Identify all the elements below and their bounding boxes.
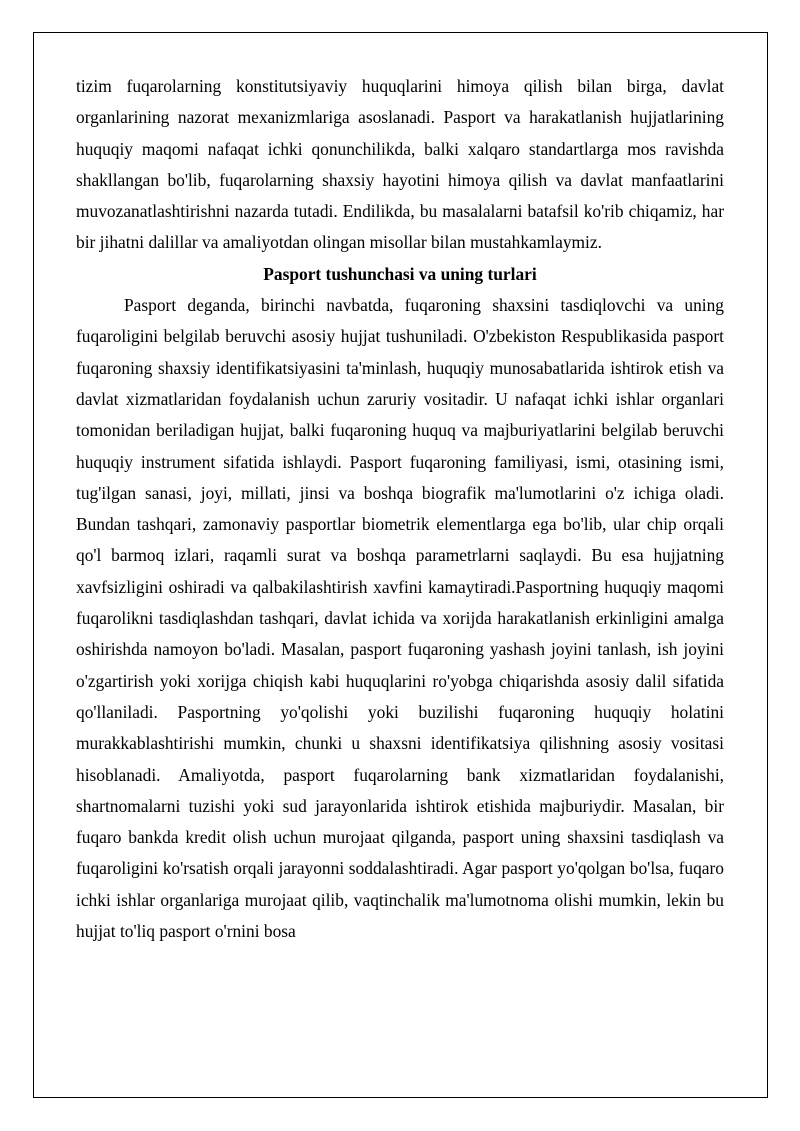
body-paragraph: Pasport deganda, birinchi navbatda, fuqaroning shaxsini tasdiqlovchi va uning fuqaroligini belgilab beruvchi asosiy hujjat tushuniladi. O'zbekiston Respublikasida pasport fuqaroning shaxsiy identifikatsiyasini ta'minlash, huquqiy munosabatlarida ishtirok etish va davlat xizmatlaridan foydalanish uchun zaruriy vositadir. U nafaqat ichki ishlar organlari tomonidan beriladigan hujjat, balki fuqaroning huquq va majburiyatlarini belgilab beruvchi huquqiy instrument sifatida ishlaydi. Pasport fuqaroning familiyasi, ismi, otasining ismi, tug'ilgan sanasi, joyi, millati, jinsi va boshqa biografik ma'lumotlarini o'z ichiga oladi. Bundan tashqari, zamonaviy pasportlar biometrik elementlarga ega bo'lib, ular chip orqali qo'l barmoq izlari, raqamli surat va boshqa parametrlarni saqlaydi. Bu esa hujjatning xavfsizligini oshiradi va qalbakilashtirish xavfini kamaytiradi.Pasportning huquqiy maqomi fuqarolikni tasdiqlashdan tashqari, davlat ichida va xorijda harakatlanish erkinligini amalga oshirishda namoyon bo'ladi. Masalan, pasport fuqaroning yashash joyini tanlash, ish joyini o'zgartirish yoki xorijga chiqish kabi huquqlarini ro'yobga chiqarishda asosiy dalil sifatida qo'llaniladi. Pasportning yo'qolishi yoki buzilishi fuqaroning huquqiy holatini murakkablashtirishi mumkin, chunki u shaxsni identifikatsiya qilishning asosiy vositasi hisoblanadi. Amaliyotda, pasport fuqarolarning bank xizmatlaridan foydalanishi, shartnomalarni tuzishi yoki sud jarayonlarida ishtirok etishida majburiydir. Masalan, bir fuqaro bankda kredit olish uchun murojaat qilganda, pasport uning shaxsini tasdiqlash va fuqaroligini ko'rsatish orqali jarayonni soddalashtiradi. Agar pasport yo'qolgan bo'lsa, fuqaro ichki ishlar organlariga murojaat qilib, vaqtinchalik ma'lumotnoma olishi mumkin, lekin bu hujjat to'liq pasport o'rnini bosa (76, 295, 724, 942)
intro-paragraph: tizim fuqarolarning konstitutsiyaviy huquqlarini himoya qilish bilan birga, davlat organlarining nazorat mexanizmlariga asoslanadi. Pasport va harakatlanish hujjatlarining huquqiy maqomi nafaqat ichki qonunchilikda, balki xalqaro standartlarga mos ravishda shakllangan bo'lib, fuqarolarning shaxsiy hayotini himoya qilish va davlat manfaatlarini muvozanatlashtirishni nazarda tutadi. Endilikda, bu masalalarni batafsil ko'rib chiqamiz, har bir jihatni dalillar va amaliyotdan olingan misollar bilan mustahkamlaymiz. (76, 76, 724, 253)
section-heading: Pasport tushunchasi va uning turlari (263, 263, 537, 284)
document-body (76, 71, 724, 947)
